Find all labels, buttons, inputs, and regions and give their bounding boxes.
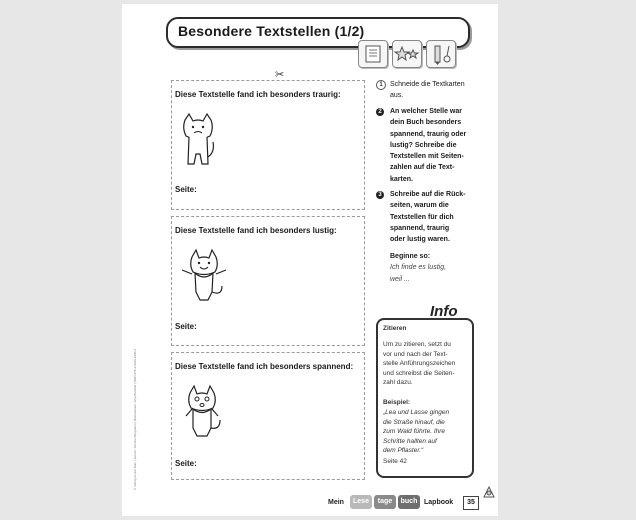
- step2-text: An welcher Stelle war dein Buch besonders spannend, traurig oder lustig? Schreibe die Textstellen mit Seiten- zahlen auf die Text- karten.: [390, 108, 467, 183]
- scissors-icon: ✂: [275, 69, 285, 81]
- page-title: Besondere Textstellen (1/2): [178, 23, 365, 39]
- info-example-page: Seite 42: [383, 458, 407, 465]
- stars-icon: [392, 40, 422, 68]
- info-example-label: Beispiel:: [383, 399, 411, 406]
- info-example: „Lea und Lasse gingen die Straße hinauf, die zum Wald führte. Ihre Schritte hallten auf dem Pflaster.“: [383, 409, 450, 454]
- info-subheading: Zitieren: [383, 325, 407, 332]
- card-prompt-exciting: Diese Textstelle fand ich besonders spannend:: [175, 362, 354, 371]
- document-icon: [358, 40, 388, 68]
- info-heading: Info: [430, 303, 458, 320]
- footer-tag-lese: Lese: [350, 495, 372, 509]
- step-number: 1: [376, 80, 386, 90]
- footer-tag-buch: buch: [398, 495, 420, 509]
- info-body: Um zu zitieren, setzt du vor und nach der Text- stelle Anführungszeichen und schreibst die Seiten- zahl dazu.: [383, 341, 456, 386]
- step3-text: Schreibe auf die Rück- seiten, warum die Textstellen für dich spannend, traurig oder lustig waren.: [390, 191, 466, 244]
- step-number: 2: [376, 108, 384, 116]
- side-credit: © Verlag an der Ruhr | Autorin: Simone Bürgmann | Illustrationen: Anja Boretzki | ISBN 978-3-8346-2690-6: [133, 348, 137, 490]
- step1-text: Schneide die Textkarten aus.: [390, 81, 465, 100]
- card-seite-exciting: Seite:: [175, 459, 197, 468]
- scared-cat-icon: [180, 384, 226, 447]
- beginne-block: Beginne so: Ich finde es lustig, weil ...: [390, 253, 447, 283]
- sad-cat-icon: [180, 112, 216, 179]
- card-prompt-funny: Diese Textstelle fand ich besonders lustig:: [175, 226, 337, 235]
- pencil-scissors-icon: [426, 40, 456, 68]
- step-number: 3: [376, 191, 384, 199]
- footer-tag-tage: tage: [374, 495, 396, 509]
- footer-mein: Mein: [328, 499, 344, 506]
- page-number: 35: [463, 496, 479, 510]
- hands-icon: [481, 484, 497, 505]
- card-seite-funny: Seite:: [175, 322, 197, 331]
- happy-cat-icon: [178, 248, 230, 311]
- card-seite-sad: Seite:: [175, 185, 197, 194]
- card-prompt-sad: Diese Textstelle fand ich besonders traurig:: [175, 90, 341, 99]
- footer-lapbook: Lapbook: [424, 499, 454, 506]
